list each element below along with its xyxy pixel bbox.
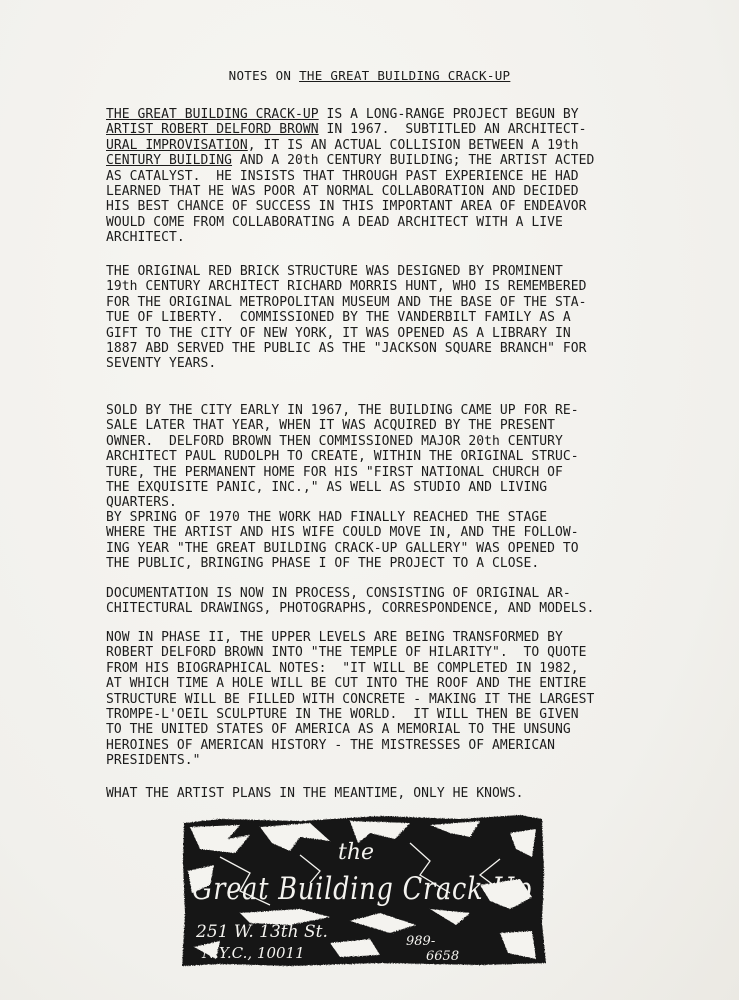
line-text: 1887 ABD SERVED THE PUBLIC AS THE "JACKSON SQUARE BRANCH" FOR — [106, 341, 587, 357]
text-line — [106, 153, 636, 168]
text-line — [106, 356, 636, 371]
text-line — [106, 184, 636, 199]
line-text: AND A 20th CENTURY BUILDING; THE ARTIST ACTED — [232, 153, 595, 169]
text-line — [106, 465, 636, 480]
crack-up-logo-stamp — [180, 813, 547, 968]
line-text: IN 1967. SUBTITLED AN ARCHITECT- — [318, 122, 587, 138]
line-text: ROBERT DELFORD BROWN INTO "THE TEMPLE OF HILARITY". TO QUOTE — [106, 645, 587, 661]
logo-address-line2: N.Y.C., 10011 — [202, 944, 305, 962]
document-title — [0, 68, 739, 83]
text-line — [106, 630, 636, 645]
line-text: WHERE THE ARTIST AND HIS WIFE COULD MOVE IN, AND THE FOLLOW- — [106, 525, 579, 541]
text-line — [106, 480, 636, 495]
line-text: ARCHITECT PAUL RUDOLPH TO CREATE, WITHIN THE ORIGINAL STRUC- — [106, 449, 579, 465]
text-line — [106, 586, 636, 601]
paragraph-documentation — [106, 586, 636, 617]
line-text: TO THE UNITED STATES OF AMERICA AS A MEMORIAL TO THE UNSUNG — [106, 722, 571, 738]
line-text: SEVENTY YEARS. — [106, 356, 217, 372]
text-line — [106, 601, 636, 616]
text-line — [106, 786, 636, 801]
text-line — [106, 645, 636, 660]
line-text: SALE LATER THAT YEAR, WHEN IT WAS ACQUIRED BY THE PRESENT — [106, 418, 555, 434]
text-line — [106, 525, 636, 540]
line-text: IS A LONG-RANGE PROJECT BEGUN BY — [318, 107, 579, 122]
text-line — [106, 556, 636, 571]
line-text: LEARNED THAT HE WAS POOR AT NORMAL COLLABORATION AND DECIDED — [106, 184, 579, 200]
text-line — [106, 199, 636, 214]
line-text: DOCUMENTATION IS NOW IN PROCESS, CONSISTING OF ORIGINAL AR- — [106, 586, 571, 601]
line-text: WOULD COME FROM COLLABORATING A DEAD ARCHITECT WITH A LIVE — [106, 214, 563, 230]
text-line — [106, 510, 636, 525]
line-text: TUE OF LIBERTY. COMMISSIONED BY THE VANDERBILT FAMILY AS A — [106, 310, 571, 326]
text-line — [106, 310, 636, 325]
text-line — [106, 434, 636, 449]
text-line — [106, 279, 636, 294]
text-line — [106, 449, 636, 464]
line-text: HEROINES OF AMERICAN HISTORY - THE MISTRESSES OF AMERICAN — [106, 737, 555, 753]
line-text: AS CATALYST. HE INSISTS THAT THROUGH PAST EXPERIENCE HE HAD — [106, 168, 579, 184]
title-prefix: NOTES ON — [228, 68, 300, 83]
text-line — [106, 169, 636, 184]
text-line — [106, 707, 636, 722]
paragraph-closing — [106, 786, 636, 801]
underlined-phrase: THE GREAT BUILDING CRACK-UP — [106, 107, 319, 122]
logo-title-script: Great Building Crack-Up — [192, 871, 532, 907]
paragraph-intro — [106, 107, 636, 246]
text-line — [106, 138, 636, 153]
line-text: THE EXQUISITE PANIC, INC.," AS WELL AS STUDIO AND LIVING — [106, 480, 548, 496]
text-line — [106, 495, 636, 510]
paragraph-sale — [106, 403, 636, 511]
line-text: SOLD BY THE CITY EARLY IN 1967, THE BUILDING CAME UP FOR RE- — [106, 403, 579, 418]
line-text: STRUCTURE WILL BE FILLED WITH CONCRETE - MAKING IT THE LARGEST — [106, 691, 595, 707]
logo-phone-line2: 6658 — [426, 949, 460, 964]
text-line — [106, 264, 636, 279]
line-text: THE ORIGINAL RED BRICK STRUCTURE WAS DESIGNED BY PROMINENT — [106, 264, 563, 279]
logo-word-the: the — [338, 840, 375, 865]
text-line — [106, 326, 636, 341]
line-text: GIFT TO THE CITY OF NEW YORK, IT WAS OPENED AS A LIBRARY IN — [106, 325, 571, 341]
line-text: WHAT THE ARTIST PLANS IN THE MEANTIME, ONLY HE KNOWS. — [106, 786, 524, 801]
line-text: ING YEAR "THE GREAT BUILDING CRACK-UP GALLERY" WAS OPENED TO — [106, 540, 579, 556]
underlined-phrase: CENTURY BUILDING — [106, 153, 233, 169]
text-line — [106, 295, 636, 310]
line-text: ARCHITECT. — [106, 230, 185, 246]
line-text: QUARTERS. — [106, 495, 177, 511]
logo-address-line1: 251 W. 13th St. — [196, 922, 328, 942]
line-text: FOR THE ORIGINAL METROPOLITAN MUSEUM AND THE BASE OF THE STA- — [106, 294, 587, 310]
text-line — [106, 661, 636, 676]
line-text: HIS BEST CHANCE OF SUCCESS IN THIS IMPORTANT AREA OF ENDEAVOR — [106, 199, 587, 215]
underlined-phrase: URAL IMPROVISATION — [106, 137, 248, 153]
line-text: AT WHICH TIME A HOLE WILL BE CUT INTO THE ROOF AND THE ENTIRE — [106, 676, 587, 692]
line-text: PRESIDENTS." — [106, 753, 201, 769]
logo-phone-line1: 989- — [406, 934, 436, 949]
text-line — [106, 692, 636, 707]
text-line — [106, 230, 636, 245]
line-text: NOW IN PHASE II, THE UPPER LEVELS ARE BEING TRANSFORMED BY — [106, 630, 563, 645]
title-underlined: THE GREAT BUILDING CRACK-UP — [299, 68, 511, 83]
line-text: TURE, THE PERMANENT HOME FOR HIS "FIRST NATIONAL CHURCH OF — [106, 464, 563, 480]
text-line — [106, 341, 636, 356]
text-line — [106, 107, 636, 122]
paragraph-phase-one — [106, 510, 636, 572]
text-line — [106, 541, 636, 556]
text-line — [106, 753, 636, 768]
line-text: BY SPRING OF 1970 THE WORK HAD FINALLY REACHED THE STAGE — [106, 510, 548, 525]
paragraph-original-structure — [106, 264, 636, 372]
line-text: TROMPE-L'OEIL SCULPTURE IN THE WORLD. IT WILL THEN BE GIVEN — [106, 707, 579, 723]
line-text: , IT IS AN ACTUAL COLLISION BETWEEN A 19th — [247, 137, 579, 153]
text-line — [106, 122, 636, 137]
line-text: THE PUBLIC, BRINGING PHASE I OF THE PROJECT TO A CLOSE. — [106, 556, 540, 572]
text-line — [106, 418, 636, 433]
text-line — [106, 403, 636, 418]
line-text: 19th CENTURY ARCHITECT RICHARD MORRIS HUNT, WHO IS REMEMBERED — [106, 279, 587, 295]
underlined-phrase: ARTIST ROBERT DELFORD BROWN — [106, 122, 319, 138]
text-line — [106, 722, 636, 737]
text-line — [106, 215, 636, 230]
line-text: OWNER. DELFORD BROWN THEN COMMISSIONED MAJOR 20th CENTURY — [106, 433, 563, 449]
text-line — [106, 738, 636, 753]
line-text: FROM HIS BIOGRAPHICAL NOTES: "IT WILL BE COMPLETED IN 1982, — [106, 660, 579, 676]
line-text: CHITECTURAL DRAWINGS, PHOTOGRAPHS, CORRESPONDENCE, AND MODELS. — [106, 601, 595, 617]
text-line — [106, 676, 636, 691]
paragraph-phase-two — [106, 630, 636, 769]
